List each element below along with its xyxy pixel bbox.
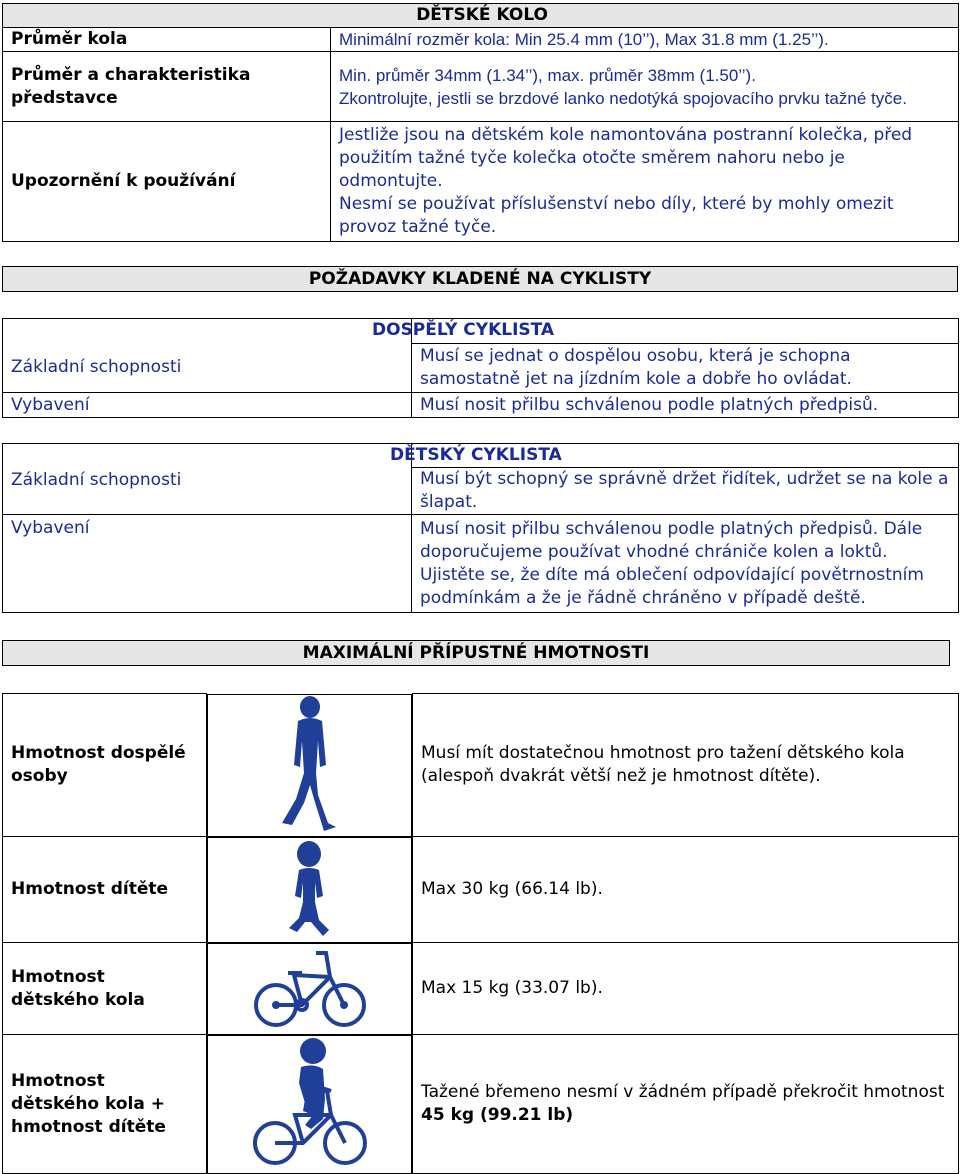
weight-bike-label: Hmotnost dětského kola xyxy=(3,943,207,1035)
weights-table xyxy=(2,693,959,1174)
kolo-row3-line-b: Nesmí se používat příslušenství nebo díly, které by mohly omezit provoz tažné tyče. xyxy=(339,194,894,237)
kolo-row2-label: Průměr a charakteristika představce xyxy=(3,52,331,122)
kolo-row3-label: Upozornění k používání xyxy=(3,122,331,242)
adult-walking-icon xyxy=(207,694,412,837)
weight-child-value: Max 30 kg (66.14 lb). xyxy=(413,837,959,943)
weight-total-limit: 45 kg (99.21 lb) xyxy=(421,1105,574,1125)
adult-equipment-value: Musí nosit přilbu schválenou podle platných předpisů. xyxy=(412,393,959,418)
child-equipment-value: Musí nosit přilbu schválenou podle platných předpisů. Dále doporučujeme používat vhodné chrániče kolen a loktů. Ujistěte se, že díte má oblečení odpovídající povětrnostním podmínkám a že je řádně chráněno v případě deště. xyxy=(412,515,959,613)
weight-bike-value: Max 15 kg (33.07 lb). xyxy=(413,943,959,1035)
child-equipment-label: Vybavení xyxy=(3,515,412,613)
weight-total-label: Hmotnost dětského kola + hmotnost dítěte xyxy=(3,1035,207,1174)
adult-equipment-label: Vybavení xyxy=(3,393,412,418)
child-abilities-label: Základní schopnosti xyxy=(3,468,412,515)
weight-total-value xyxy=(413,1035,959,1174)
pozadavky-band: POŽADAVKY KLADENÉ NA CYKLISTY xyxy=(2,266,958,292)
adult-abilities-label: Základní schopnosti xyxy=(3,343,412,393)
kolo-row1-value: Minimální rozměr kola: Min 25.4 mm (10’’), Max 31.8 mm (1.25’’). xyxy=(331,28,959,52)
kids-bike-icon xyxy=(207,943,412,1035)
weight-adult-value: Musí mít dostatečnou hmotnost pro tažení dětského kola (alespoň dvakrát větší než je hmotnost dítěte). xyxy=(413,694,959,837)
kolo-row2-value xyxy=(331,52,959,122)
adult-abilities-value: Musí se jednat o dospělou osobu, která je schopna samostatně jet na jízdním kole a dobře ho ovládat. xyxy=(412,343,959,393)
kolo-row3-value xyxy=(331,122,959,242)
adult-cyclist-title: DOSPĚLÝ CYKLISTA xyxy=(372,319,919,344)
kolo-row1-label: Průměr kola xyxy=(3,28,331,52)
kolo-title: DĚTSKÉ KOLO xyxy=(3,4,959,28)
child-abilities-value: Musí být schopný se správně držet řidítek, udržet se na kole a šlapat. xyxy=(412,468,959,515)
weight-adult-label: Hmotnost dospělé osoby xyxy=(3,694,207,837)
child-cyclist-title: DĚTSKÝ CYKLISTA xyxy=(390,444,937,468)
kolo-row2-line-b: Zkontrolujte, jestli se brzdové lanko nedotýká spojovacího prvku tažné tyče. xyxy=(339,88,907,108)
child-on-bike-icon xyxy=(207,1035,412,1174)
child-walking-icon xyxy=(207,837,412,943)
kolo-table xyxy=(2,3,959,242)
adult-cyclist-table xyxy=(2,318,959,418)
child-cyclist-table xyxy=(2,443,959,613)
hmotnosti-band: MAXIMÁLNÍ PŘÍPUSTNÉ HMOTNOSTI xyxy=(2,640,950,666)
weight-child-label: Hmotnost dítěte xyxy=(3,837,207,943)
weight-total-text: Tažené břemeno nesmí v žádném případě překročit hmotnost xyxy=(421,1082,945,1102)
kolo-row3-line-a: Jestliže jsou na dětském kole namontována postranní kolečka, před použitím tažné tyče kolečka otočte směrem nahoru nebo je odmontujte. xyxy=(339,125,913,191)
kolo-row2-line-a: Min. průměr 34mm (1.34’’), max. průměr 38mm (1.50’’). xyxy=(339,65,756,85)
